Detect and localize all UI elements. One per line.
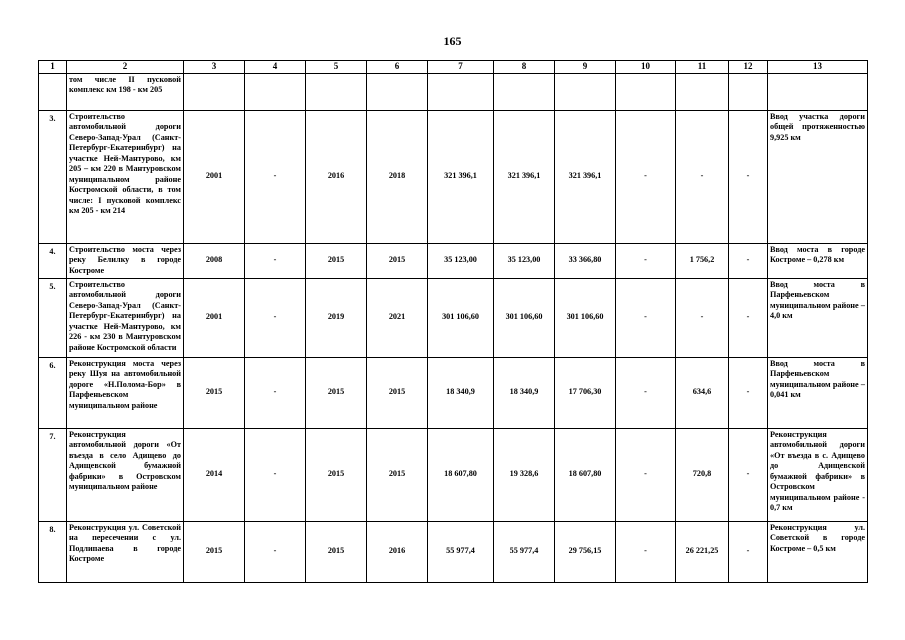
project-name: Строительство автомобильной дороги Северо-Запад-Урал (Санкт-Петербург-Екатеринбург) на участке Ней-Мантурово, км 226 - км 230 в Мантуровском районе Костромской области [67,278,184,357]
table-cell: - [616,110,676,243]
table-cell [306,73,367,110]
table-cell: 2021 [367,278,428,357]
table-cell: - [245,243,306,278]
table-cell [555,73,616,110]
column-header: 11 [676,61,729,74]
table-cell: 301 106,60 [555,278,616,357]
project-name: Реконструкция автомобильной дороги «От въезда в село Адищево до Адищевской бумажной фабрики» в Островском муниципальном районе [67,428,184,521]
row-number: 6. [39,357,67,428]
row-number [39,73,67,110]
table-cell [768,73,868,110]
column-header: 3 [184,61,245,74]
project-name: том числе II пусковой комплекс км 198 - км 205 [67,73,184,110]
table-cell: 33 366,80 [555,243,616,278]
column-header: 13 [768,61,868,74]
result-note: Ввод моста в городе Костроме – 0,278 км [768,243,868,278]
project-name: Реконструкция ул. Советской на пересечении с ул. Подлипаева в городе Костроме [67,521,184,582]
header-row [39,61,868,74]
table-row [39,110,868,243]
table-cell: 720,8 [676,428,729,521]
table-cell: - [616,428,676,521]
table-cell: 29 756,15 [555,521,616,582]
table-cell: 26 221,25 [676,521,729,582]
table-cell: 2001 [184,110,245,243]
result-note: Реконструкция ул. Советской в городе Костроме – 0,5 км [768,521,868,582]
table-cell: - [245,110,306,243]
table-cell [676,73,729,110]
column-header: 1 [39,61,67,74]
table-cell: - [616,357,676,428]
column-header: 10 [616,61,676,74]
row-number: 3. [39,110,67,243]
table-cell: - [245,278,306,357]
table-row [39,428,868,521]
table-cell: - [729,357,768,428]
table-cell: - [676,278,729,357]
table-cell: 1 756,2 [676,243,729,278]
table-row [39,357,868,428]
row-number: 7. [39,428,67,521]
table-cell: 2015 [367,428,428,521]
table-cell [494,73,555,110]
column-header: 6 [367,61,428,74]
table-cell: - [729,521,768,582]
row-number: 4. [39,243,67,278]
table-cell [245,73,306,110]
table-cell: 2015 [367,357,428,428]
table-cell: 2001 [184,278,245,357]
table-cell: 634,6 [676,357,729,428]
table-cell: 321 396,1 [494,110,555,243]
page-number: 165 [443,34,462,48]
table-cell: 2015 [306,428,367,521]
table-cell: - [616,521,676,582]
table-cell: 35 123,00 [494,243,555,278]
table-cell: 2016 [306,110,367,243]
table-cell: 18 607,80 [428,428,494,521]
table-row [39,278,868,357]
table-cell: - [245,428,306,521]
table-cell: 17 706,30 [555,357,616,428]
table-cell: - [729,243,768,278]
column-header: 9 [555,61,616,74]
table-cell: 2015 [306,521,367,582]
row-number: 5. [39,278,67,357]
table-cell: - [245,521,306,582]
table-row [39,243,868,278]
table-cell: 2019 [306,278,367,357]
table-row-continuation [39,73,868,110]
column-header: 8 [494,61,555,74]
column-header: 7 [428,61,494,74]
table-cell [367,73,428,110]
table-cell: 18 607,80 [555,428,616,521]
table-cell: - [729,110,768,243]
table-cell: 2008 [184,243,245,278]
table-cell: - [676,110,729,243]
table-cell: 18 340,9 [428,357,494,428]
column-header: 4 [245,61,306,74]
table-cell: 2016 [367,521,428,582]
table-cell: 321 396,1 [555,110,616,243]
table-cell: 301 106,60 [494,278,555,357]
table-cell: 2015 [306,243,367,278]
project-name: Реконструкция моста через реку Шуя на автомобильной дороге «Н.Полома-Бор» в Парфеньевском муниципальном районе [67,357,184,428]
investment-projects-table [38,60,868,583]
column-header: 5 [306,61,367,74]
table-cell: 2015 [306,357,367,428]
table-row [39,521,868,582]
table-cell: 55 977,4 [428,521,494,582]
table-cell: 2014 [184,428,245,521]
table-cell: 321 396,1 [428,110,494,243]
result-note: Ввод моста в Парфеньевском муниципальном районе – 0,041 км [768,357,868,428]
result-note: Ввод участка дороги общей протяженностью 9,925 км [768,110,868,243]
table-cell: 18 340,9 [494,357,555,428]
table-cell [729,73,768,110]
table-cell: 2015 [184,357,245,428]
table-cell: 2015 [184,521,245,582]
table-cell: 2015 [367,243,428,278]
row-number: 8. [39,521,67,582]
column-header: 12 [729,61,768,74]
table-cell: - [245,357,306,428]
table-cell: - [729,428,768,521]
project-name: Строительство автомобильной дороги Северо-Запад-Урал (Санкт-Петербург-Екатеринбург) на участке Ней-Мантурово, км 205 – км 220 в Мантуровском муниципальном районе Костромской области, в том числе: I пусковой комплекс км 205 - км 214 [67,110,184,243]
table-cell: - [616,243,676,278]
project-name: Строительство моста через реку Белилку в городе Костроме [67,243,184,278]
table-cell: 55 977,4 [494,521,555,582]
column-header: 2 [67,61,184,74]
table-cell: - [616,278,676,357]
result-note: Ввод моста в Парфеньевском муниципальном районе – 4,0 км [768,278,868,357]
table-cell [616,73,676,110]
table-cell: 19 328,6 [494,428,555,521]
table-cell: - [729,278,768,357]
table-cell [184,73,245,110]
table-cell: 301 106,60 [428,278,494,357]
table-cell: 2018 [367,110,428,243]
result-note: Реконструкция автомобильной дороги «От въезда в с. Адищево до Адищевской бумажной фабрики» в Островском муниципальном районе - 0,7 км [768,428,868,521]
table-cell [428,73,494,110]
table-cell: 35 123,00 [428,243,494,278]
